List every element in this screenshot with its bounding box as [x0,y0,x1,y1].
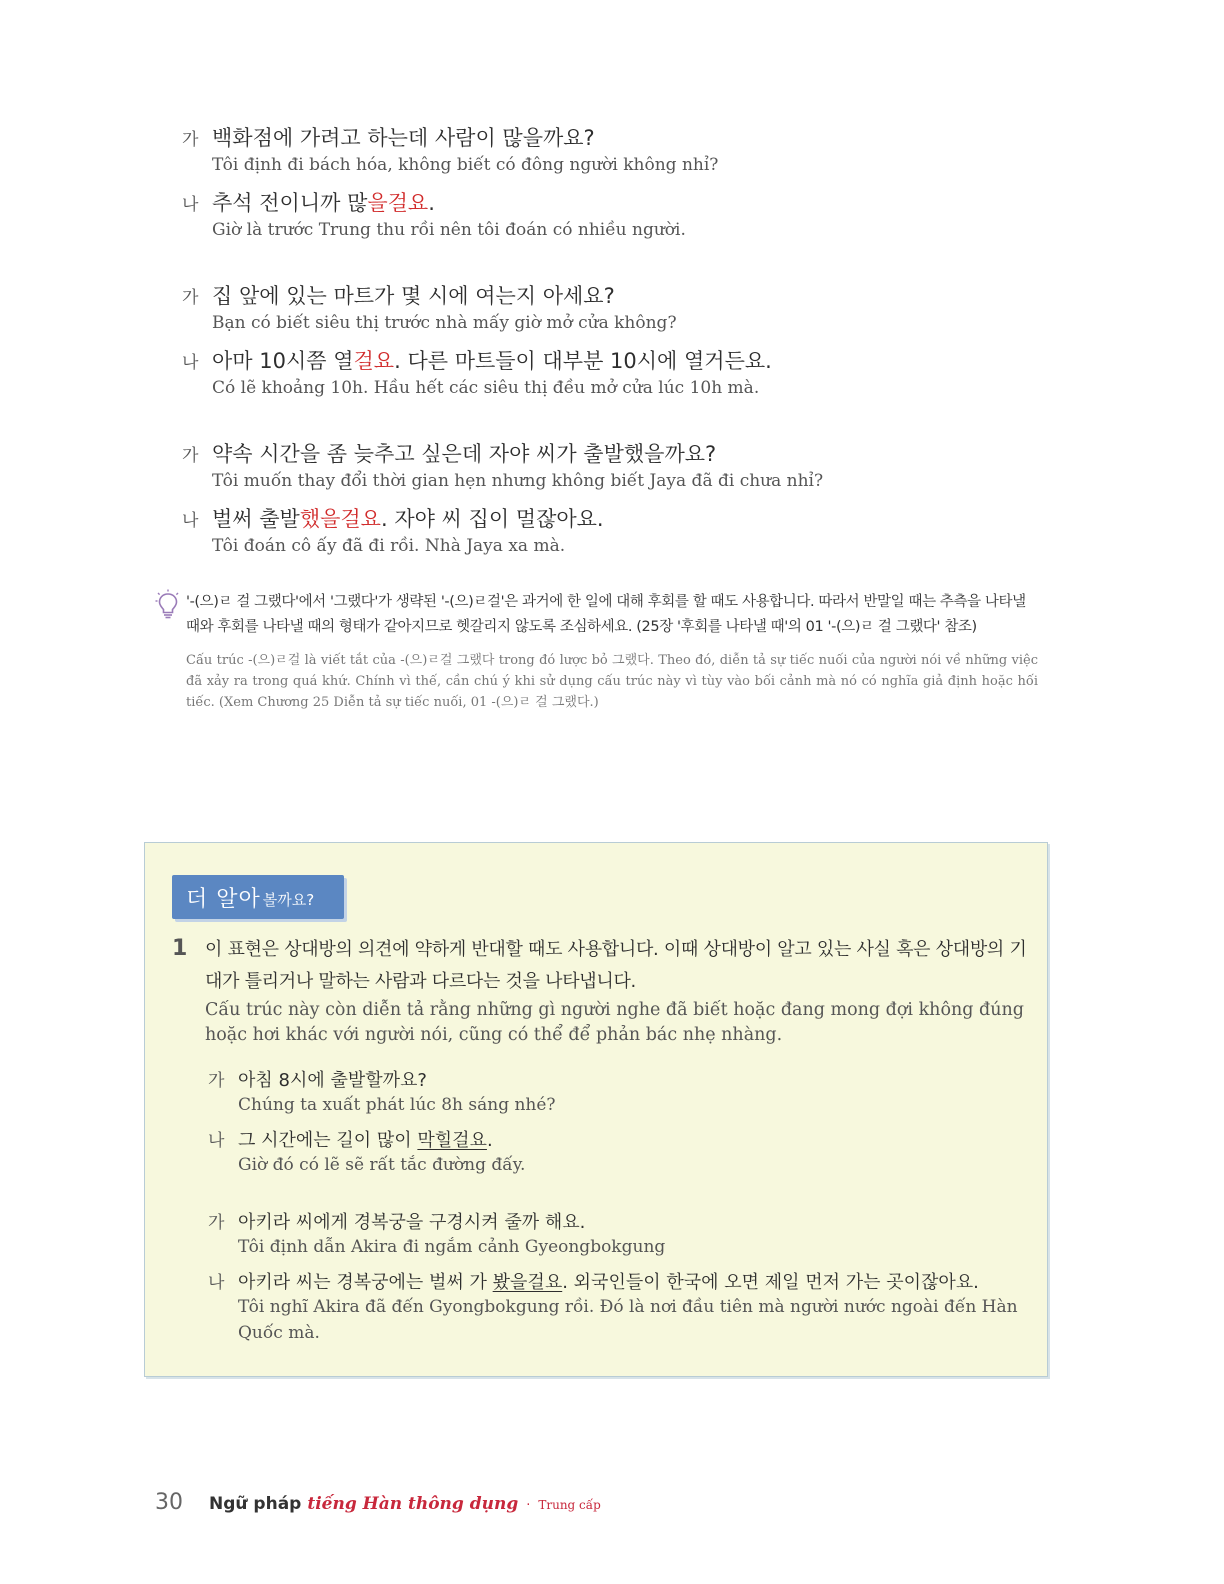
item-number: 1 [172,936,188,961]
answer-underlined: 막힐걸요 [417,1130,487,1151]
speaker-b: 나 [182,353,199,373]
answer-pre: 그 시간에는 길이 많이 [238,1130,418,1151]
speaker-b: 나 [182,511,199,531]
page-footer [155,1490,601,1515]
example-3 [182,438,823,568]
answer-post: . 외국인들이 한국에 오면 제일 먼저 가는 곳이잖아요. [562,1272,979,1293]
question-vi: Tôi muốn thay đổi thời gian hẹn nhưng không biết Jaya đã đi chưa nhỉ? [212,471,824,491]
answer-highlight: 을걸요 [367,191,429,215]
answer-ko [212,345,772,375]
answer-highlight: 했을걸요 [299,507,381,531]
answer-post: . 자야 씨 집이 멀잖아요. [380,507,604,531]
question-vi: Tôi định dẫn Akira đi ngắm cảnh Gyeongbokgung [238,1237,666,1257]
question-vi: Chúng ta xuất phát lúc 8h sáng nhé? [238,1095,556,1115]
learn-more-tag [172,875,344,919]
speaker-a: 가 [182,288,199,308]
speaker-a: 가 [208,1213,225,1233]
footer-separator: · [526,1498,531,1513]
grammar-note [186,590,1038,713]
lightbulb-icon [155,589,181,619]
speaker-a: 가 [182,130,199,150]
question-ko: 아키라 씨에게 경복궁을 구경시켜 줄까 해요. [238,1212,586,1233]
example-2 [182,280,772,410]
answer-ko [212,187,435,217]
question-vi: Tôi định đi bách hóa, không biết có đông người không nhỉ? [212,155,719,175]
answer-vi: Tôi đoán cô ấy đã đi rồi. Nhà Jaya xa mà. [212,536,566,556]
answer-post: . 다른 마트들이 대부분 10시에 열거든요. [394,349,772,373]
question-ko: 약속 시간을 좀 늦추고 싶은데 자야 씨가 출발했을까요? [212,442,717,466]
speaker-b: 나 [182,195,199,215]
example-1 [182,122,718,252]
answer-pre: 추석 전이니까 많 [212,191,368,215]
speaker-b: 나 [208,1273,225,1293]
answer-post: . [486,1130,493,1151]
box-example-2 [208,1208,1028,1354]
item-ko: 이 표현은 상대방의 의견에 약하게 반대할 때도 사용합니다. 이때 상대방이 알고 있는 사실 혹은 상대방의 기대가 틀리거나 말하는 사람과 다르다는 것을 나타냅니다. [205,939,1027,992]
question-ko: 아침 8시에 출발할까요? [238,1070,427,1091]
item-vi: Cấu trúc này còn diễn tả rằng những gì người nghe đã biết hoặc đang mong đợi không đúng hoặc hơi khác với người nói, cũng có thể để phản bác nhẹ nhàng. [205,1000,1024,1045]
question-ko: 집 앞에 있는 마트가 몇 시에 여는지 아세요? [212,284,615,308]
speaker-a: 가 [182,446,199,466]
answer-ko [212,503,604,533]
book-title-bold: Ngữ pháp [209,1494,302,1514]
question-vi: Bạn có biết siêu thị trước nhà mấy giờ mở cửa không? [212,313,677,333]
box-example-1 [208,1066,1028,1186]
answer-pre: 벌써 출발 [212,507,300,531]
book-level: Trung cấp [538,1498,601,1512]
book-title-italic: tiếng Hàn thông dụng [307,1494,519,1514]
tag-big: 더 알아 [186,886,261,912]
answer-ko [238,1126,493,1152]
note-vi: Cấu trúc -(으)ㄹ걸 là viết tắt của -(으)ㄹ걸 그랬다 trong đó lược bỏ 그랬다. Theo đó, diễn tả sự tiếc nuối của người nói về những việc đã xảy ra trong quá khứ. Chính vì thế, cần chú ý khi sử dụng cấu trúc này vì tùy vào bối cảnh mà nó có nghĩa giả định hoặc hối tiếc. (Xem Chương 25 Diễn tả sự tiếc nuối, 01 -(으)ㄹ 걸 그랬다.) [186,653,1038,710]
answer-vi: Tôi nghĩ Akira đã đến Gyongbokgung rồi. Đó là nơi đầu tiên mà người nước ngoài đến Hàn Quốc mà. [238,1297,1018,1343]
speaker-b: 나 [208,1131,225,1151]
answer-post: . [428,191,435,215]
page-number: 30 [155,1490,183,1515]
answer-vi: Có lẽ khoảng 10h. Hầu hết các siêu thị đều mở cửa lúc 10h mà. [212,378,760,398]
answer-highlight: 걸요 [353,349,395,373]
question-ko: 백화점에 가려고 하는데 사람이 많을까요? [212,126,595,150]
answer-underlined: 봤을걸요 [492,1272,563,1293]
answer-vi: Giờ là trước Trung thu rồi nên tôi đoán có nhiều người. [212,220,686,240]
answer-pre: 아키라 씨는 경복궁에는 벌써 가 [238,1272,493,1293]
note-ko: '-(으)ㄹ 걸 그랬다'에서 '그랬다'가 생략된 '-(으)ㄹ걸'은 과거에 한 일에 대해 후회를 할 때도 사용합니다. 따라서 반말일 때는 추측을 나타낼 때와 후회를 나타낼 때의 형태가 같아지므로 헷갈리지 않도록 조심하세요. (25장 '후회를 나타낼 때'의 01 '-(으)ㄹ 걸 그랬다' 참조) [186,594,1026,635]
answer-pre: 아마 10시쯤 열 [212,349,354,373]
answer-ko [238,1268,979,1294]
answer-vi: Giờ đó có lẽ sẽ rất tắc đường đấy. [238,1155,526,1175]
speaker-a: 가 [208,1071,225,1091]
tag-small: 볼까요? [262,890,315,909]
